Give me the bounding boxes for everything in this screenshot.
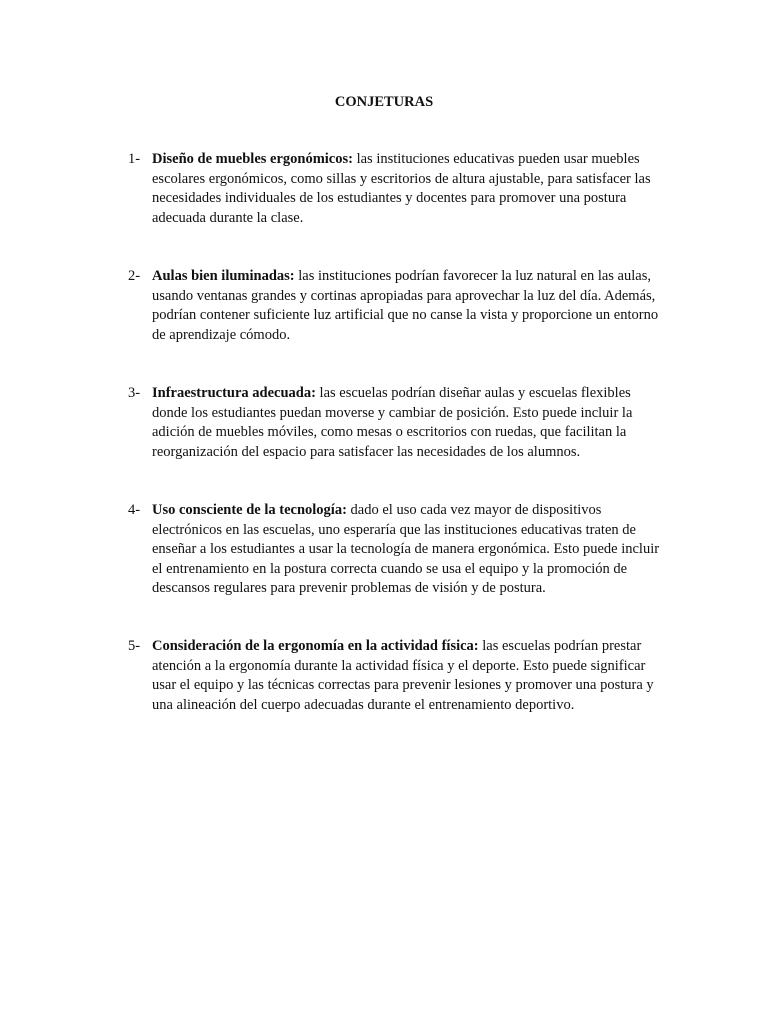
item-text — [152, 637, 668, 715]
document-title: CONJETURAS — [334, 94, 434, 110]
item-number: 5- — [128, 638, 141, 654]
conjecture-item — [128, 384, 668, 462]
conjecture-item — [128, 501, 668, 599]
item-text — [152, 267, 668, 345]
item-body: las escuelas podrían diseñar aulas y escuelas flexibles donde los estudiantes puedan moverse y cambiar de posición. Esto puede incluir la adición de muebles móviles, como mesas o escritorios con ruedas, que facilitan la reorganización del espacio para satisfacer las necesidades de los alumnos. — [152, 385, 633, 460]
item-heading: Consideración de la ergonomía en la actividad física: — [152, 638, 479, 654]
item-text — [152, 384, 668, 462]
conjecture-item — [128, 150, 668, 228]
conjecture-item — [128, 267, 668, 345]
item-heading: Uso consciente de la tecnología: — [152, 502, 347, 518]
item-number: 2- — [128, 268, 141, 284]
item-heading: Diseño de muebles ergonómicos: — [152, 151, 353, 167]
item-text — [152, 150, 668, 228]
item-heading: Aulas bien iluminadas: — [152, 268, 295, 284]
item-body: las escuelas podrían prestar atención a la ergonomía durante la actividad física y el deporte. Esto puede significar usar el equipo y las técnicas correctas para prevenir lesiones y promover una postura y una alineación del cuerpo adecuadas durante el entrenamiento deportivo. — [152, 638, 654, 713]
item-number: 4- — [128, 502, 141, 518]
item-body: las instituciones podrían favorecer la luz natural en las aulas, usando ventanas grandes y cortinas apropiadas para aprovechar la luz del día. Además, podrían contener suficiente luz artificial que no canse la vista y proporcione un entorno de aprendizaje cómodo. — [152, 268, 659, 343]
item-body: dado el uso cada vez mayor de dispositivos electrónicos en las escuelas, uno esperaría que las instituciones educativas traten de enseñar a los estudiantes a usar la tecnología de manera ergonómica. Esto puede incluir el entrenamiento en la postura correcta cuando se usa el equipo y la promoción de descansos regulares para prevenir problemas de visión y de postura. — [152, 502, 660, 596]
item-heading: Infraestructura adecuada: — [152, 385, 316, 401]
conjecture-item — [128, 637, 668, 715]
item-number: 3- — [128, 385, 141, 401]
item-body: las instituciones educativas pueden usar muebles escolares ergonómicos, como sillas y escritorios de altura ajustable, para satisfacer las necesidades individuales de los estudiantes y docentes para promover una postura adecuada durante la clase. — [152, 151, 651, 226]
item-text — [152, 501, 668, 599]
item-number: 1- — [128, 151, 141, 167]
